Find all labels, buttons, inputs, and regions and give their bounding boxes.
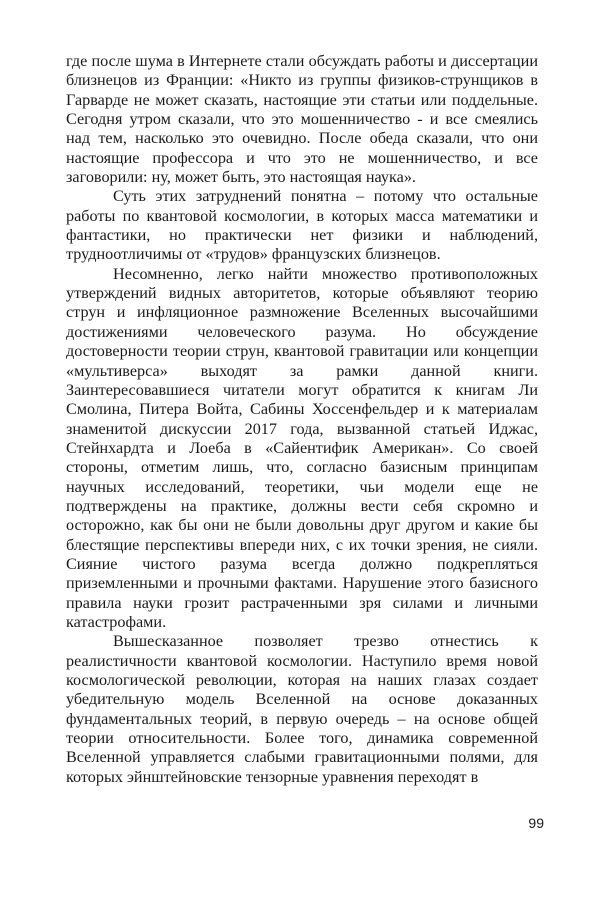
page-body [66,52,538,787]
paragraph-quantum-cosmology: Вышесказанное позволяет трезво отнестись к реалистичности квантовой космологии. Наступило время новой космологической революции, которая на наших глазах создает убедительную модель Вселенной на основе доказанных фундаментальных теорий, в первую очередь – на основе общей теории относительности. Более того, динамика современной Вселенной управляется слабыми гравитационными полями, для которых эйнштейновские тензорные уравнения переходят в [66,632,538,786]
paragraph-difficulties: Суть этих затруднений понятна – потому что остальные работы по квантовой космологии, в которых масса математики и фантастики, но практически нет физики и наблюдений, трудноотличимы от «трудов» французских близнецов. [66,187,538,264]
paragraph-continuation: где после шума в Интернете стали обсуждать работы и диссертации близнецов из Франции: «Никто из группы физиков-струнщиков в Гарварде не может сказать, настоящие эти статьи или поддельные. Сегодня утром сказали, что это мошенничество - и все смеялись над тем, насколько это очевидно. После обеда сказали, что они настоящие профессора и что это не мошенничество, и все заговорили: ну, может быть, это настоящая наука». [66,52,538,187]
page-number: 99 [528,815,544,831]
paragraph-authorities: Несомненно, легко найти множество противоположных утверждений видных авторитетов, которые объявляют теорию струн и инфляционное размножение Вселенных высочайшими достижениями человеческого разума. Но обсуждение достоверности теории струн, квантовой гравитации или концепции «мультиверса» выходят за рамки данной книги. Заинтересовавшиеся читатели могут обратится к книгам Ли Смолина, Питера Войта, Сабины Хоссенфельдер и к материалам знаменитой дискуссии 2017 года, вызванной статьей Иджас, Стейнхардта и Лоеба в «Сайентифик Американ». Со своей стороны, отметим лишь, что, согласно базисным принципам научных исследований, теоретики, чьи модели еще не подтверждены на практике, должны вести себя скромно и осторожно, как бы они не были довольны друг другом и какие бы блестящие перспективы впереди них, с их точки зрения, не сияли. Сияние чистого разума всегда должно подкрепляться приземленными и прочными фактами. Нарушение этого базисного правила науки грозит растраченными зря силами и личными катастрофами. [66,264,538,631]
